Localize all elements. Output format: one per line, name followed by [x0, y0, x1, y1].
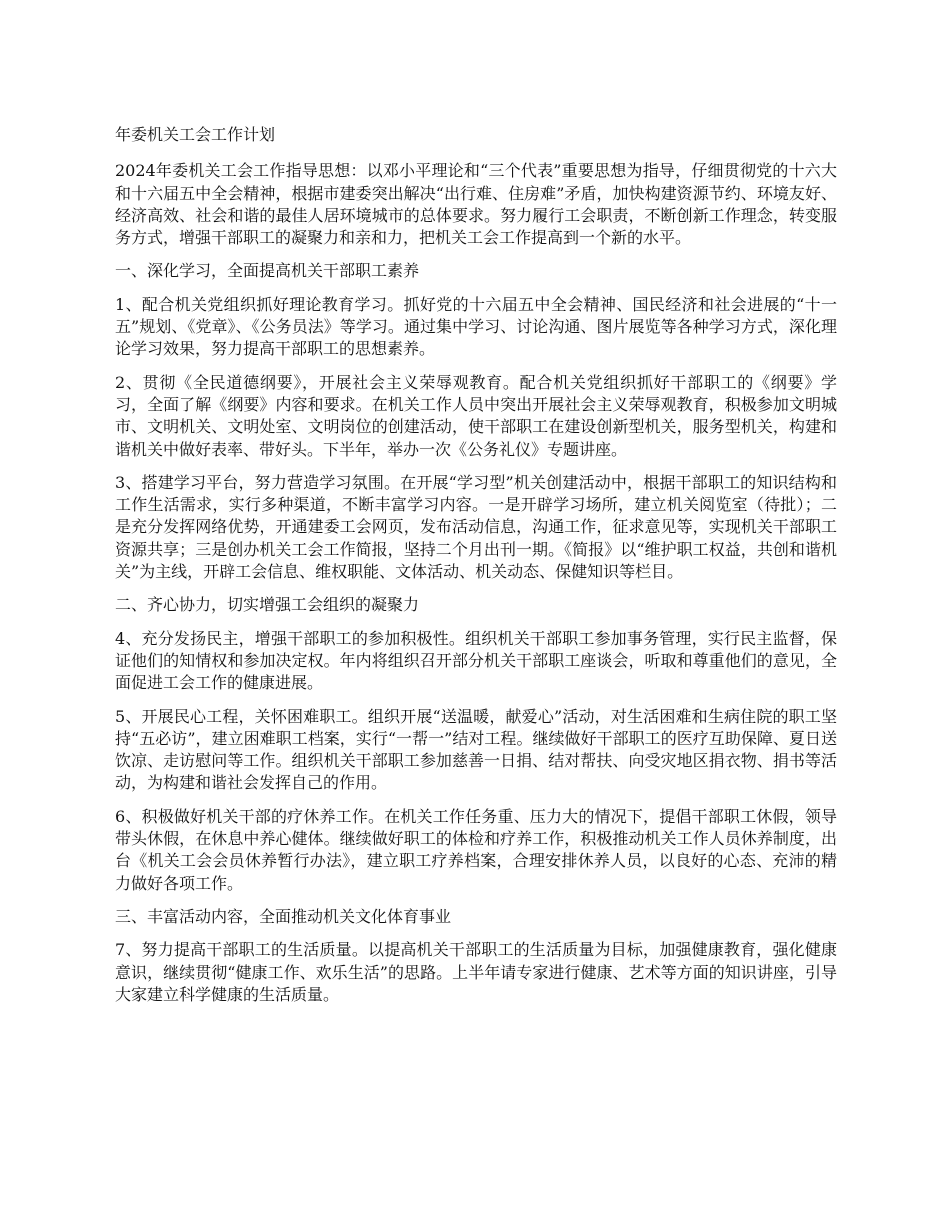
document-page: [115, 124, 837, 1017]
section-heading-2: 二、齐心协力，切实增强工会组织的凝聚力: [115, 595, 420, 615]
section-heading-3: 三、丰富活动内容，全面推动机关文化体育事业: [115, 906, 452, 926]
paragraph-7: 7、努力提高干部职工的生活质量。以提高机关干部职工的生活质量为目标，加强健康教育，强化健康意识，继续贯彻“健康工作、欢乐生活”的思路。上半年请专家进行健康、艺术等方面的知识讲座，引导大家建立科学健康的生活质量。: [115, 940, 837, 1004]
intro-paragraph: 2024年委机关工会工作指导思想：以邓小平理论和“三个代表”重要思想为指导，仔细贯彻党的十六大和十六届五中全会精神，根据市建委突出解决“出行难、住房难”矛盾，加快构建资源节约、环境友好、经济高效、社会和谐的最佳人居环境城市的总体要求。努力履行工会职责，不断创新工作理念，转变服务方式，增强干部职工的凝聚力和亲和力，把机关工会工作提高到一个新的水平。: [115, 161, 837, 248]
paragraph-2: 2、贯彻《全民道德纲要》，开展社会主义荣辱观教育。配合机关党组织抓好干部职工的《纲要》学习，全面了解《纲要》内容和要求。在机关工作人员中突出开展社会主义荣辱观教育，积极参加文明城市、文明机关、文明处室、文明岗位的创建活动，使干部职工在建设创新型机关，服务型机关，构建和谐机关中做好表率、带好头。下半年，举办一次《公务礼仪》专题讲座。: [115, 372, 837, 459]
section-heading-1: 一、深化学习，全面提高机关干部职工素养: [115, 261, 420, 281]
paragraph-1: 1、配合机关党组织抓好理论教育学习。抓好党的十六届五中全会精神、国民经济和社会进展的“十一五”规划、《党章》、《公务员法》等学习。通过集中学习、讨论沟通、图片展览等各种学习方式，深化理论学习效果，努力提高干部职工的思想素养。: [115, 294, 837, 359]
paragraph-4: 4、充分发扬民主，增强干部职工的参加积极性。组织机关干部职工参加事务管理，实行民主监督，保证他们的知情权和参加决定权。年内将组织召开部分机关干部职工座谈会，听取和尊重他们的意见，全面促进工会工作的健康进展。: [115, 628, 837, 693]
document-title: 年委机关工会工作计划: [115, 125, 276, 144]
paragraph-5: 5、开展民心工程，关怀困难职工。组织开展“送温暖，献爱心”活动，对生活困难和生病住院的职工坚持“五必访”，建立困难职工档案，实行“一帮一”结对工程。继续做好干部职工的医疗互助保障、夏日送饮凉、走访慰问等工作。组织机关干部职工参加慈善一日捐、结对帮扶、向受灾地区捐衣物、捐书等活动，为构建和谐社会发挥自己的作用。: [115, 706, 837, 793]
paragraph-3: 3、搭建学习平台，努力营造学习氛围。在开展“学习型”机关创建活动中，根据干部职工的知识结构和工作生活需求，实行多种渠道，不断丰富学习内容。一是开辟学习场所，建立机关阅览室（待批）；二是充分发挥网络优势，开通建委工会网页，发布活动信息，沟通工作，征求意见等，实现机关干部职工资源共享；三是创办机关工会工作简报，坚持二个月出刊一期。《简报》以“维护职工权益，共创和谐机关”为主线，开辟工会信息、维权职能、文体活动、机关动态、保健知识等栏目。: [115, 472, 837, 582]
paragraph-6: 6、积极做好机关干部的疗休养工作。在机关工作任务重、压力大的情况下，提倡干部职工休假，领导带头休假，在休息中养心健体。继续做好职工的体检和疗养工作，积极推动机关工作人员休养制度，出台《机关工会会员休养暂行办法》，建立职工疗养档案，合理安排休养人员，以良好的心态、充沛的精力做好各项工作。: [115, 806, 837, 893]
